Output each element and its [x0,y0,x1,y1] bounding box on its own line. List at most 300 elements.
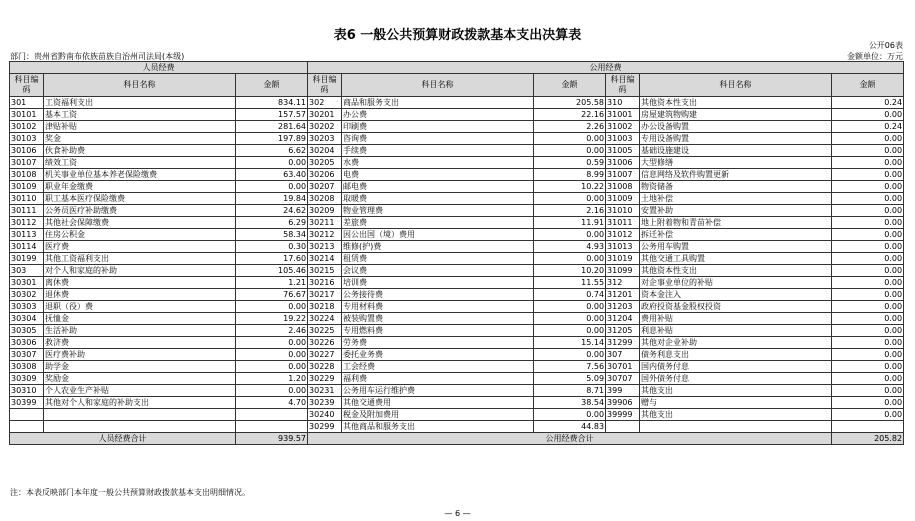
department-label: 部门：贵州省黔南布依族苗族自治州司法局(本级) [10,52,185,61]
cell-amount: 0.00 [832,109,904,121]
cell-name: 培训费 [342,277,534,289]
cell-amount: 4.93 [534,241,606,253]
cell-amount: 0.00 [832,289,904,301]
cell-amount: 15.14 [534,337,606,349]
cell-amount: 2.46 [236,325,308,337]
cell-amount: 0.59 [534,157,606,169]
cell-code: 30231 [308,385,342,397]
cell-amount: 11.55 [534,277,606,289]
cell-name: 公务用车购置 [640,241,832,253]
cell-name: 医疗费补助 [44,349,236,361]
col-name-header: 科目名称 [640,74,832,97]
cell-code: 31299 [606,337,640,349]
cell-amount: 0.00 [534,349,606,361]
cell-code: 310 [606,97,640,109]
cell-amount: 0.00 [832,229,904,241]
cell-amount: 205.58 [534,97,606,109]
cell-amount: 0.00 [832,361,904,373]
cell-amount: 1.20 [236,373,308,385]
table-row [10,265,904,277]
cell-name: 退休费 [44,289,236,301]
cell-amount: 0.24 [832,121,904,133]
table-row [10,361,904,373]
cell-name: 资本金注入 [640,289,832,301]
cell-code: 30202 [308,121,342,133]
cell-code: 30309 [10,373,44,385]
cell-amount: 10.20 [534,265,606,277]
cell-name: 助学金 [44,361,236,373]
cell-code: 30203 [308,133,342,145]
cell-name [640,421,832,433]
footnote: 注：本表反映部门本年度一般公共预算财政拨款基本支出明细情况。 [10,488,250,497]
unit-label: 金额单位：万元 [847,52,903,61]
cell-amount: 0.00 [832,193,904,205]
public-total-value: 205.82 [832,433,904,445]
cell-amount: 0.30 [236,241,308,253]
cell-name: 拆迁补偿 [640,229,832,241]
cell-code: 31019 [606,253,640,265]
cell-code: 301 [10,97,44,109]
cell-name: 专用材料费 [342,301,534,313]
cell-name: 因公出国（境）费用 [342,229,534,241]
col-amount-header: 金额 [236,74,308,97]
cell-name: 其他对企业补助 [640,337,832,349]
cell-code: 39906 [606,397,640,409]
table-row [10,217,904,229]
cell-amount: 38.54 [534,397,606,409]
cell-amount: 0.00 [236,301,308,313]
cell-amount: 0.00 [832,313,904,325]
cell-amount: 0.00 [534,133,606,145]
public-total-label: 公用经费合计 [308,433,832,445]
cell-amount: 281.64 [236,121,308,133]
cell-code: 30399 [10,397,44,409]
cell-code: 31006 [606,157,640,169]
cell-name: 委托业务费 [342,349,534,361]
cell-code: 30109 [10,181,44,193]
cell-code: 31008 [606,181,640,193]
cell-amount: 197.89 [236,133,308,145]
cell-amount: 0.00 [832,337,904,349]
cell-name: 其他支出 [640,409,832,421]
cell-amount: 0.00 [832,325,904,337]
cell-name: 伙食补助费 [44,145,236,157]
cell-code: 30216 [308,277,342,289]
table-row [10,121,904,133]
table-row [10,277,904,289]
cell-name: 利息补贴 [640,325,832,337]
cell-code: 30707 [606,373,640,385]
cell-name: 奖金 [44,133,236,145]
cell-amount: 0.00 [832,157,904,169]
cell-code: 31099 [606,265,640,277]
cell-code: 302 [308,97,342,109]
cell-name: 费用补贴 [640,313,832,325]
cell-code: 31201 [606,289,640,301]
cell-amount: 0.00 [236,181,308,193]
table-row [10,169,904,181]
cell-code: 30299 [308,421,342,433]
cell-name: 物资储备 [640,181,832,193]
cell-code: 30306 [10,337,44,349]
table-row [10,301,904,313]
cell-amount: 0.00 [832,133,904,145]
cell-code: 303 [10,265,44,277]
cell-code: 30218 [308,301,342,313]
cell-name: 其他资本性支出 [640,265,832,277]
cell-amount: 63.40 [236,169,308,181]
cell-name: 赠与 [640,397,832,409]
table-row [10,133,904,145]
cell-amount: 0.00 [832,217,904,229]
cell-name: 其他支出 [640,385,832,397]
cell-amount: 0.00 [534,253,606,265]
cell-code: 30106 [10,145,44,157]
cell-code: 30224 [308,313,342,325]
cell-amount: 0.00 [236,337,308,349]
cell-code: 30211 [308,217,342,229]
table-row [10,313,904,325]
cell-name: 专用设备购置 [640,133,832,145]
cell-amount: 10.22 [534,181,606,193]
cell-code: 30229 [308,373,342,385]
personnel-total-label: 人员经费合计 [10,433,236,445]
col-name-header: 科目名称 [44,74,236,97]
cell-name: 房屋建筑物购建 [640,109,832,121]
cell-code: 31005 [606,145,640,157]
cell-code: 31013 [606,241,640,253]
cell-name: 电费 [342,169,534,181]
cell-code: 30107 [10,157,44,169]
cell-name: 绩效工资 [44,157,236,169]
cell-amount: 5.09 [534,373,606,385]
cell-code: 31012 [606,229,640,241]
cell-code: 30303 [10,301,44,313]
cell-code: 30111 [10,205,44,217]
cell-code [10,421,44,433]
cell-name: 税金及附加费用 [342,409,534,421]
cell-name: 救济费 [44,337,236,349]
cell-amount: 157.57 [236,109,308,121]
cell-code: 30310 [10,385,44,397]
cell-name: 维修(护)费 [342,241,534,253]
cell-name: 基础设施建设 [640,145,832,157]
cell-amount: 0.00 [534,325,606,337]
cell-name: 津贴补贴 [44,121,236,133]
cell-name: 取暖费 [342,193,534,205]
cell-name: 对个人和家庭的补助 [44,265,236,277]
cell-code: 30225 [308,325,342,337]
cell-code: 312 [606,277,640,289]
cell-amount: 17.60 [236,253,308,265]
cell-name: 退职（役）费 [44,301,236,313]
cell-code: 31010 [606,205,640,217]
cell-code: 30302 [10,289,44,301]
col-name-header: 科目名称 [342,74,534,97]
cell-amount: 44.83 [534,421,606,433]
cell-amount: 0.00 [832,169,904,181]
cell-name: 个人农业生产补贴 [44,385,236,397]
table-row [10,385,904,397]
cell-name: 被装购置费 [342,313,534,325]
cell-name: 差旅费 [342,217,534,229]
cell-code: 39999 [606,409,640,421]
table-row [10,289,904,301]
cell-name: 基本工资 [44,109,236,121]
cell-amount: 0.00 [534,145,606,157]
cell-amount: 0.24 [832,97,904,109]
cell-name: 其他交通费用 [342,397,534,409]
cell-code: 31009 [606,193,640,205]
cell-amount: 0.00 [236,385,308,397]
cell-amount: 0.00 [832,253,904,265]
cell-code: 30102 [10,121,44,133]
cell-amount: 105.46 [236,265,308,277]
cell-code: 30227 [308,349,342,361]
cell-code: 30226 [308,337,342,349]
table-row [10,397,904,409]
cell-amount [236,409,308,421]
totals-row [10,433,904,445]
cell-name: 国内债务付息 [640,361,832,373]
cell-amount: 0.00 [832,349,904,361]
cell-name: 大型修缮 [640,157,832,169]
cell-code: 30113 [10,229,44,241]
cell-amount: 0.00 [832,145,904,157]
cell-name: 政府投资基金股权投资 [640,301,832,313]
cell-amount: 0.00 [832,397,904,409]
cell-amount: 8.71 [534,385,606,397]
cell-code: 30209 [308,205,342,217]
cell-name: 奖励金 [44,373,236,385]
table-row [10,337,904,349]
cell-amount: 2.26 [534,121,606,133]
page-title: 表6 一般公共预算财政拨款基本支出决算表 [333,28,582,43]
cell-code: 30112 [10,217,44,229]
cell-name: 信息网络及软件购置更新 [640,169,832,181]
cell-code: 30206 [308,169,342,181]
cell-amount [236,421,308,433]
cell-code: 31203 [606,301,640,313]
cell-code: 30701 [606,361,640,373]
cell-amount: 0.00 [832,241,904,253]
table-row [10,421,904,433]
cell-name: 办公费 [342,109,534,121]
cell-amount: 0.74 [534,289,606,301]
cell-amount: 0.00 [534,313,606,325]
cell-name: 福利费 [342,373,534,385]
table-row [10,325,904,337]
cell-code: 30201 [308,109,342,121]
cell-amount: 0.00 [534,301,606,313]
cell-name: 公务接待费 [342,289,534,301]
table-row [10,409,904,421]
cell-code: 30103 [10,133,44,145]
cell-amount: 0.00 [534,229,606,241]
cell-code: 31001 [606,109,640,121]
table-row [10,97,904,109]
table-row [10,253,904,265]
cell-amount: 0.00 [832,265,904,277]
cell-code: 30101 [10,109,44,121]
table-row [10,229,904,241]
col-amount-header: 金额 [832,74,904,97]
cell-amount: 0.00 [832,181,904,193]
cell-name: 安置补助 [640,205,832,217]
cell-name: 印刷费 [342,121,534,133]
cell-name: 抚恤金 [44,313,236,325]
table-row [10,349,904,361]
cell-amount: 19.22 [236,313,308,325]
cell-name: 债务利息支出 [640,349,832,361]
cell-name: 机关事业单位基本养老保险缴费 [44,169,236,181]
col-code-header: 科目编码 [10,74,44,97]
cell-name: 对企事业单位的补贴 [640,277,832,289]
cell-code: 30208 [308,193,342,205]
cell-code: 30215 [308,265,342,277]
public-header: 公用经费 [308,62,904,74]
cell-name: 咨询费 [342,133,534,145]
cell-amount: 0.00 [832,277,904,289]
cell-name: 租赁费 [342,253,534,265]
cell-amount: 4.70 [236,397,308,409]
cell-name: 离休费 [44,277,236,289]
table-row [10,193,904,205]
cell-code: 30205 [308,157,342,169]
cell-amount: 0.00 [832,385,904,397]
cell-name: 手续费 [342,145,534,157]
cell-code [606,421,640,433]
cell-code: 30214 [308,253,342,265]
cell-name: 其他社会保障缴费 [44,217,236,229]
cell-amount: 76.67 [236,289,308,301]
cell-code: 30308 [10,361,44,373]
cell-code: 30114 [10,241,44,253]
cell-amount: 0.00 [236,361,308,373]
form-number: 公开06表 [868,41,903,50]
cell-code: 30228 [308,361,342,373]
cell-code: 30240 [308,409,342,421]
cell-code: 30217 [308,289,342,301]
cell-name: 其他商品和服务支出 [342,421,534,433]
personnel-total-value: 939.57 [236,433,308,445]
cell-amount: 22.16 [534,109,606,121]
cell-name: 物业管理费 [342,205,534,217]
cell-amount: 0.00 [236,157,308,169]
table-row [10,145,904,157]
cell-code: 30110 [10,193,44,205]
cell-code: 31002 [606,121,640,133]
cell-amount: 0.00 [832,205,904,217]
cell-name: 其他交通工具购置 [640,253,832,265]
cell-code: 30301 [10,277,44,289]
cell-name: 公务用车运行维护费 [342,385,534,397]
page-number: — 6 — [444,509,471,518]
cell-code: 30305 [10,325,44,337]
cell-amount: 6.62 [236,145,308,157]
table-row [10,205,904,217]
cell-name: 办公设备购置 [640,121,832,133]
cell-name: 工会经费 [342,361,534,373]
cell-name: 商品和服务支出 [342,97,534,109]
cell-name: 邮电费 [342,181,534,193]
cell-amount: 0.00 [534,193,606,205]
cell-code: 31205 [606,325,640,337]
cell-amount: 19.84 [236,193,308,205]
table-row [10,373,904,385]
cell-name: 职工基本医疗保险缴费 [44,193,236,205]
col-code-header: 科目编码 [308,74,342,97]
cell-name: 地上附着物和青苗补偿 [640,217,832,229]
cell-amount [832,421,904,433]
cell-code: 30207 [308,181,342,193]
cell-code: 31007 [606,169,640,181]
cell-name: 职业年金缴费 [44,181,236,193]
cell-name: 其他对个人和家庭的补助支出 [44,397,236,409]
cell-amount: 1.21 [236,277,308,289]
table-row [10,241,904,253]
cell-code: 30307 [10,349,44,361]
cell-code: 399 [606,385,640,397]
cell-name: 会议费 [342,265,534,277]
cell-amount: 24.62 [236,205,308,217]
cell-code: 30108 [10,169,44,181]
cell-name [44,421,236,433]
cell-code: 31204 [606,313,640,325]
cell-amount: 0.00 [534,409,606,421]
col-code-header: 科目编码 [606,74,640,97]
cell-amount: 834.11 [236,97,308,109]
col-amount-header: 金额 [534,74,606,97]
cell-code: 307 [606,349,640,361]
table-row [10,157,904,169]
cell-name: 公务员医疗补助缴费 [44,205,236,217]
cell-amount: 11.91 [534,217,606,229]
table-row [10,181,904,193]
cell-name: 水费 [342,157,534,169]
cell-amount: 7.56 [534,361,606,373]
cell-code: 31003 [606,133,640,145]
table-row [10,109,904,121]
cell-code [10,409,44,421]
cell-amount: 58.34 [236,229,308,241]
cell-name: 生活补助 [44,325,236,337]
cell-amount: 6.29 [236,217,308,229]
cell-code: 31011 [606,217,640,229]
cell-code: 30304 [10,313,44,325]
cell-code: 30212 [308,229,342,241]
cell-name: 劳务费 [342,337,534,349]
cell-code: 30213 [308,241,342,253]
cell-name: 医疗费 [44,241,236,253]
cell-name: 住房公积金 [44,229,236,241]
cell-code: 30204 [308,145,342,157]
cell-name: 专用燃料费 [342,325,534,337]
cell-amount: 2.16 [534,205,606,217]
personnel-header: 人员经费 [10,62,308,74]
cell-amount: 0.00 [832,409,904,421]
cell-code: 30199 [10,253,44,265]
cell-name: 其他资本性支出 [640,97,832,109]
cell-name: 国外债务付息 [640,373,832,385]
cell-name [44,409,236,421]
cell-name: 工资福利支出 [44,97,236,109]
cell-code: 30239 [308,397,342,409]
cell-name: 土地补偿 [640,193,832,205]
cell-name: 其他工资福利支出 [44,253,236,265]
cell-amount: 0.00 [832,301,904,313]
cell-amount: 0.00 [832,373,904,385]
